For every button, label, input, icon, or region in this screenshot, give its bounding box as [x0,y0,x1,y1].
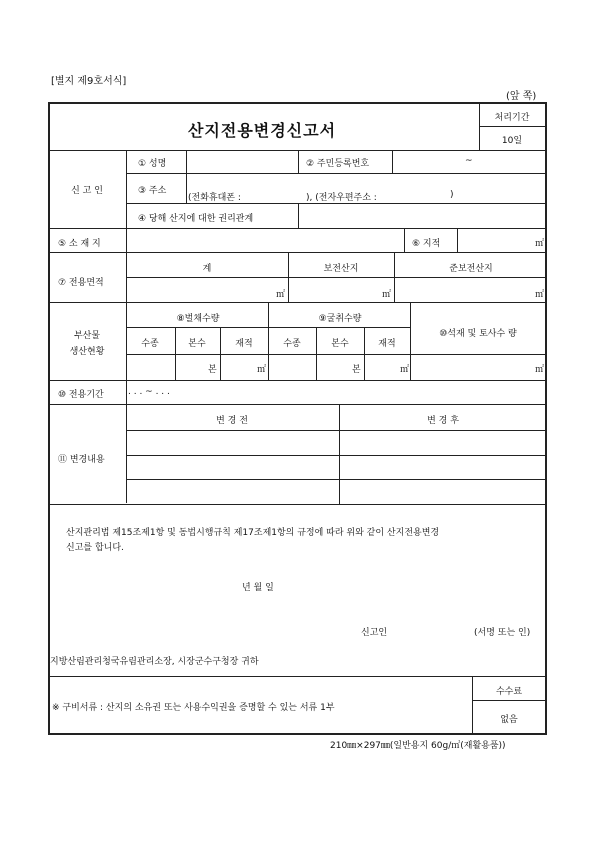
cell-divider [404,228,405,252]
digging-volume-header: 재적 [378,339,396,349]
rrn-label: ② 주민등록번호 [306,159,370,169]
location-field[interactable] [130,234,400,247]
area-total-field[interactable] [130,283,270,296]
email-label: ), (전자우편주소 : [306,193,377,203]
applicant-section-label: 신 고 인 [71,186,103,196]
felling-count-field[interactable] [178,360,206,373]
processing-value: 10일 [501,136,523,146]
felling-volume-unit: ㎡ [257,365,267,375]
frame-left [48,102,50,735]
change-after-field-3[interactable] [343,485,541,498]
cell-divider [175,327,176,380]
row-line [48,252,547,253]
row-line [126,354,547,355]
area-semi-unit: ㎡ [535,290,545,300]
row-line [48,404,547,405]
cell-divider [220,327,221,380]
area-total-unit: ㎡ [276,290,286,300]
recipient: 지방산림관리청국유림관리소장, 시장군수구청장 귀하 [50,657,259,667]
cell-divider [392,150,393,173]
felling-species-field[interactable] [129,360,172,373]
byproduct-label-2: 생산현황 [69,347,105,357]
change-before-field-1[interactable] [130,435,335,448]
area-preserved-header: 보전산지 [323,264,359,274]
change-before-header: 변 경 전 [216,416,248,426]
signature-area[interactable]: (서명 또는 인) [474,628,531,638]
felling-volume-header: 재적 [235,339,253,349]
change-after-header: 변 경 후 [427,416,459,426]
fee-value: 없음 [500,715,518,725]
cell-divider [339,404,340,504]
cell-divider [316,327,317,380]
address-label: ③ 주소 [138,186,167,196]
digging-volume-unit: ㎡ [400,365,410,375]
digging-count-header: 본수 [331,339,349,349]
cell-divider [472,676,473,734]
frame-top [48,102,547,104]
change-after-field-2[interactable] [343,460,541,473]
cell-divider [364,327,365,380]
signer-label: 신고인 [361,628,388,638]
digging-volume-field[interactable] [367,360,398,373]
row-line [126,203,547,204]
felling-header: ⑧벌채수량 [176,314,220,324]
change-before-field-2[interactable] [130,460,335,473]
lot-label: ⑥ 지적 [412,239,441,249]
cell-divider [186,173,187,203]
area-preserved-field[interactable] [292,283,377,296]
area-total-header: 계 [202,264,212,274]
rrn-field[interactable] [395,155,543,168]
stone-unit: ㎡ [535,365,545,375]
cell-divider [410,302,411,380]
fee-label: 수수료 [495,687,523,697]
cell-divider [298,150,299,173]
processing-label: 처리기간 [494,113,530,123]
area-semi-header: 준보전산지 [449,264,493,274]
byproduct-label-1: 부산물 [73,331,101,341]
phone-label: (전화휴대폰 : [188,193,241,203]
form-title: 산지전용변경신고서 [187,121,337,140]
period-value[interactable]: . . . ~ . . . [128,387,170,397]
processing-mid-line [479,126,545,127]
row-line [48,380,547,381]
required-documents: ※ 구비서류 : 산지의 소유권 또는 사용수익권을 증명할 수 있는 서류 1부 [52,703,335,713]
stone-field[interactable] [414,360,532,373]
frame-right [545,102,547,735]
row-line [48,302,547,303]
row-line [126,327,410,328]
cell-divider [186,150,187,173]
digging-header: ⑨굴취수량 [318,314,362,324]
paper-size-footer: 210㎜×297㎜(일반용지 60g/㎡(재활용품)) [330,741,506,751]
felling-count-unit: 본 [208,365,217,375]
row-line [126,277,547,278]
row-line [126,430,547,431]
cell-divider [268,302,269,380]
side-label: (앞 쪽) [506,91,537,102]
row-line [126,479,547,480]
digging-species-header: 수종 [283,339,301,349]
location-label: ⑤ 소 재 지 [58,239,101,249]
cell-divider [457,228,458,252]
address-field[interactable] [190,176,543,189]
felling-species-header: 수종 [141,339,159,349]
row-line [472,700,547,701]
digging-species-field[interactable] [271,360,313,373]
felling-volume-field[interactable] [223,360,255,373]
row-line [126,173,547,174]
cell-divider [298,203,299,228]
felling-count-header: 본수 [188,339,206,349]
change-after-field-1[interactable] [343,435,541,448]
row-line [126,455,547,456]
change-label: ⑪ 변경내용 [58,455,105,465]
declaration-date[interactable]: 년 월 일 [242,583,274,593]
digging-count-field[interactable] [319,360,350,373]
form-id: [별지 제9호서식] [51,76,127,87]
period-label: ⑩ 전용기간 [58,390,104,400]
email-close: ) [450,190,454,200]
name-label: ① 성명 [138,159,167,169]
lot-unit: ㎡ [535,239,545,249]
area-semi-field[interactable] [398,283,530,296]
stone-header: ⑩석재 및 토사수 량 [439,329,517,339]
lot-field[interactable] [460,234,530,247]
digging-count-unit: 본 [352,365,361,375]
area-label: ⑦ 전용면적 [58,278,104,288]
name-field[interactable] [190,155,295,168]
declaration-line-1: 산지관리법 제15조제1항 및 동법시행규칙 제17조제1항의 규정에 따라 위와 같이 산지전용변경 [66,528,440,538]
row-line [48,504,547,505]
declaration-line-2: 신고를 합니다. [66,543,124,553]
area-preserved-unit: ㎡ [382,290,392,300]
rights-label: ④ 당해 산지에 대한 권리관계 [138,214,254,224]
rights-field[interactable] [302,209,543,222]
change-before-field-3[interactable] [130,485,335,498]
row-line [48,228,547,229]
rrn-separator: ~ [465,156,473,166]
